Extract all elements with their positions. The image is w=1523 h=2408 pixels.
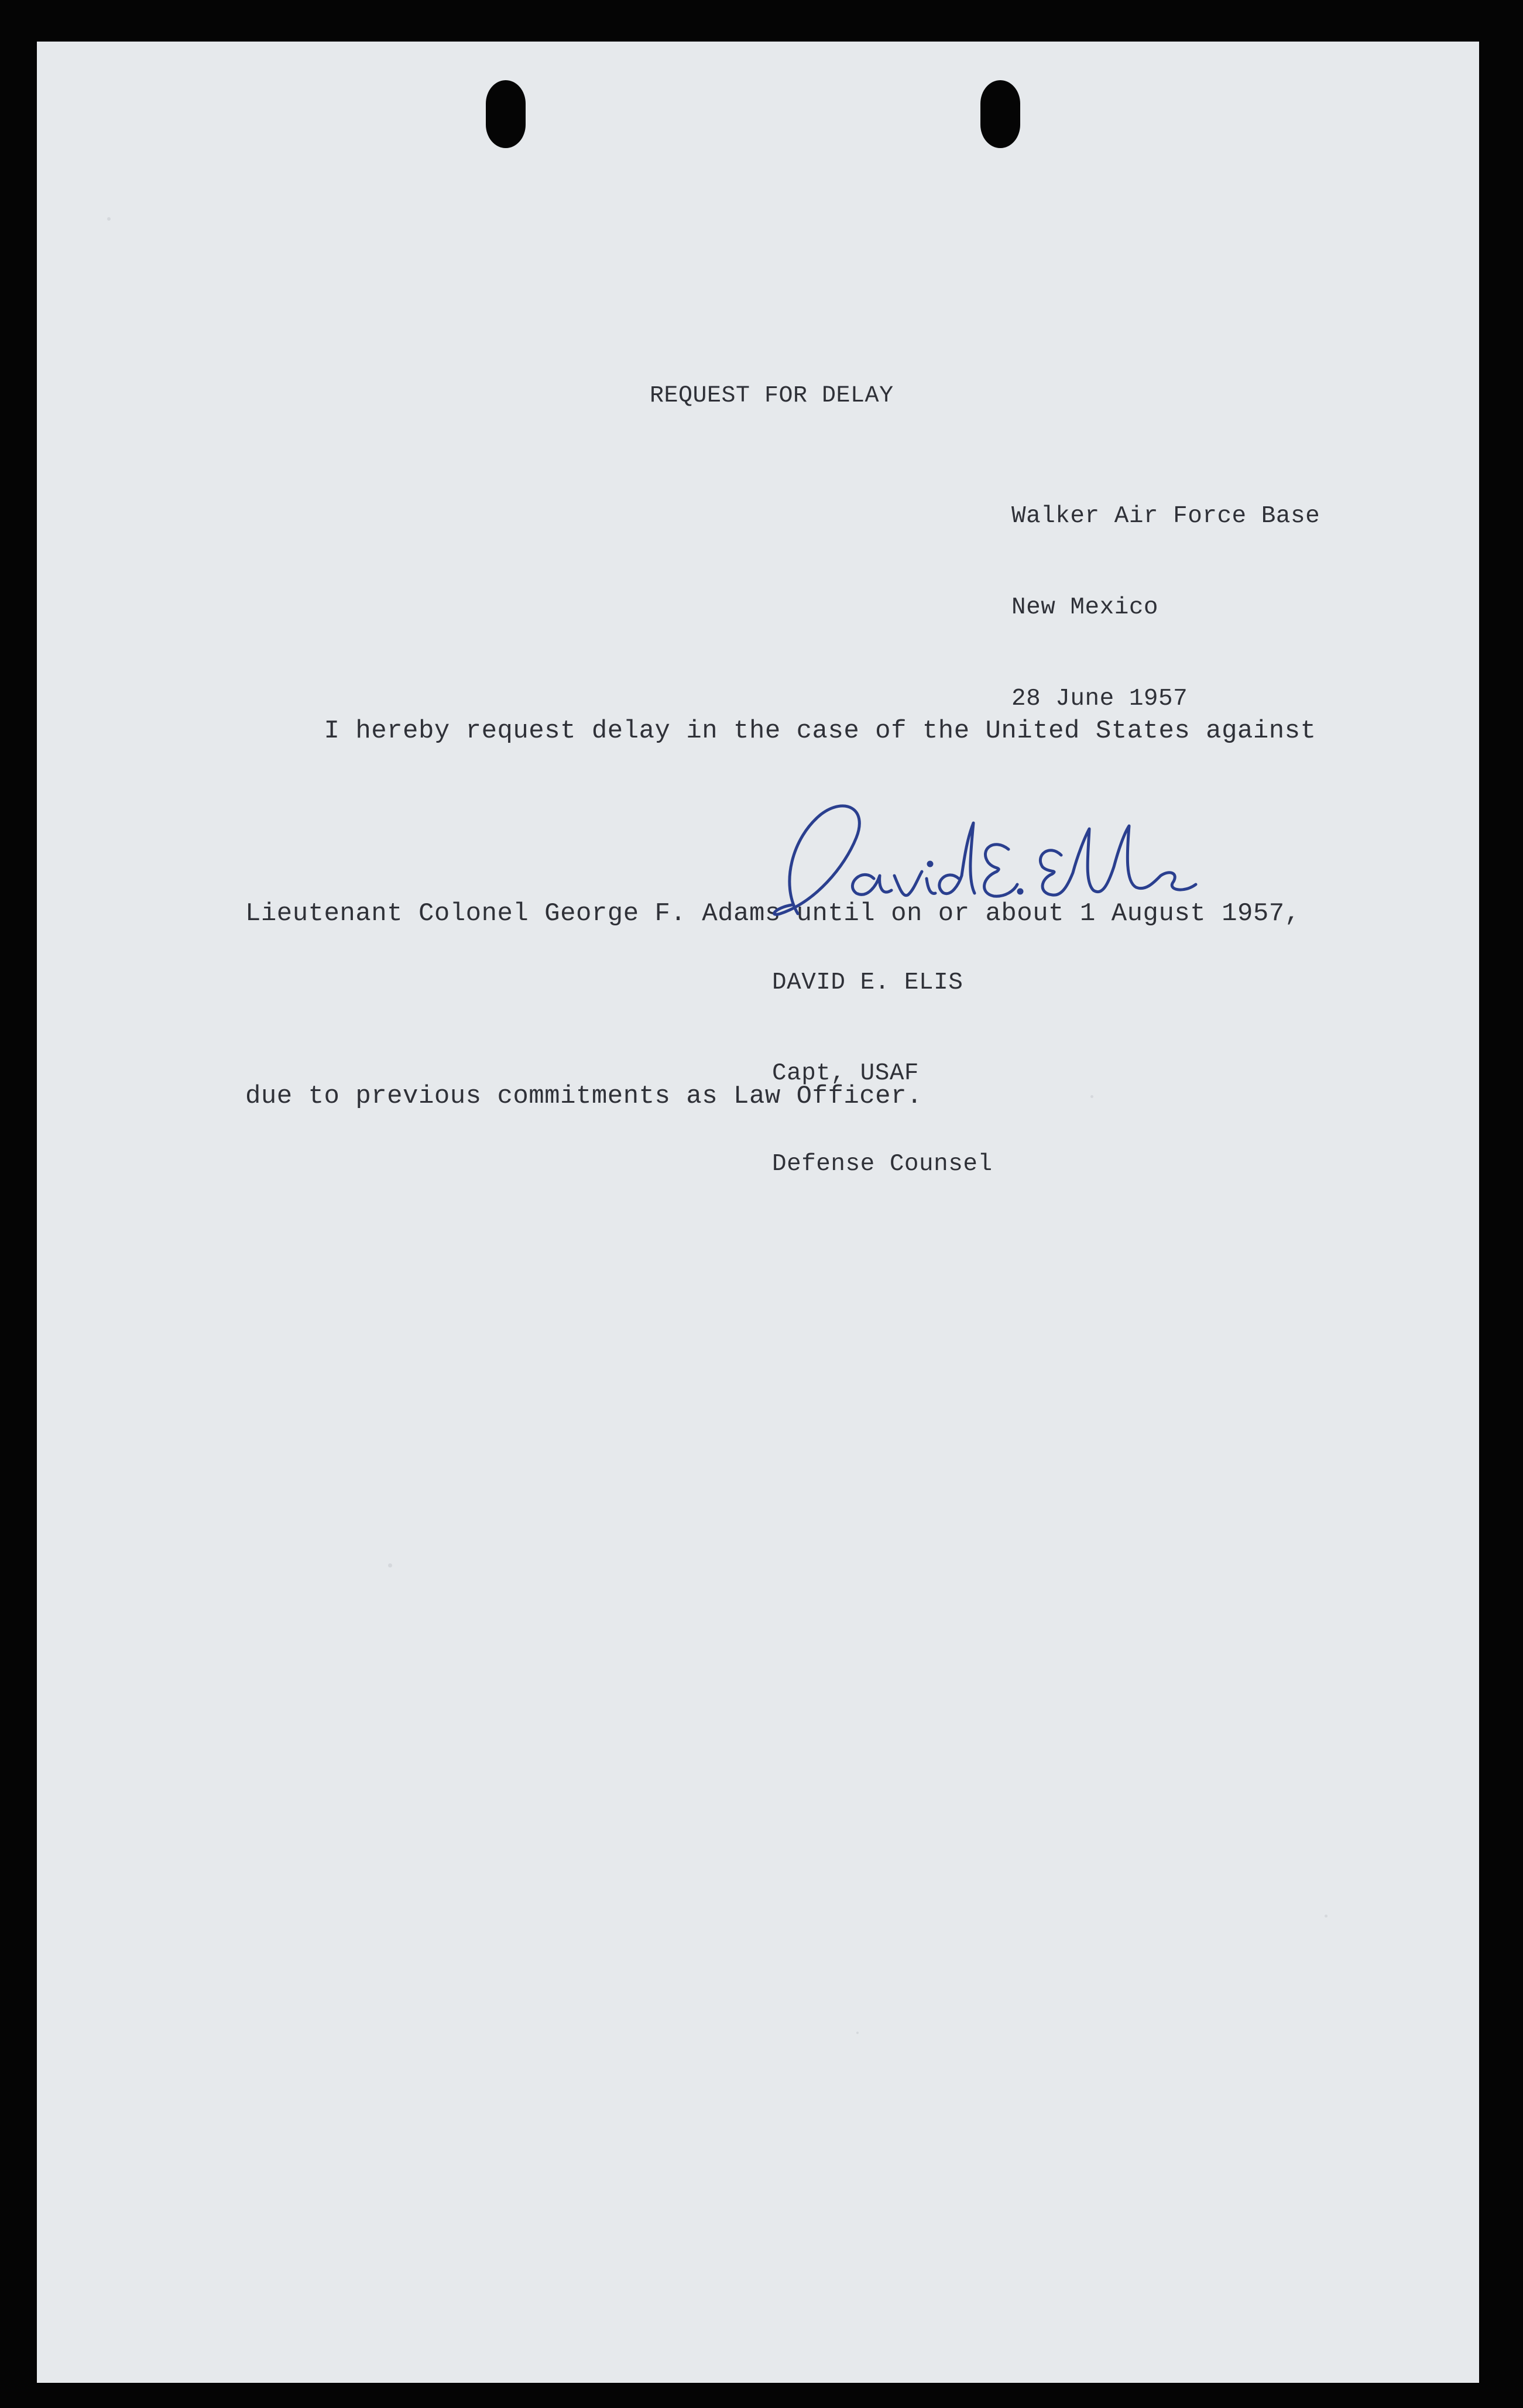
body-line-2: Lieutenant Colonel George F. Adams until on or about 1 August 1957, — [245, 899, 1301, 928]
paper-speck — [856, 2032, 859, 2034]
signer-name: DAVID E. ELIS — [772, 969, 963, 996]
document-title: REQUEST FOR DELAY — [650, 383, 894, 409]
signer-role: Defense Counsel — [772, 1151, 993, 1178]
address-date: 28 June 1957 — [1011, 685, 1188, 712]
signer-rank: Capt, USAF — [772, 1060, 920, 1087]
signature-block — [772, 907, 993, 1240]
body-line-3: due to previous commitments as Law Officer. — [245, 1082, 922, 1111]
address-line-base: Walker Air Force Base — [1011, 503, 1320, 530]
punch-hole-left — [486, 80, 526, 148]
body-line-1: I hereby request delay in the case of the United States against — [245, 716, 1316, 746]
punch-hole-right — [980, 80, 1020, 148]
document-page — [37, 42, 1479, 2383]
address-line-state: New Mexico — [1011, 594, 1159, 621]
paper-speck — [107, 217, 111, 221]
paper-speck — [1325, 1915, 1328, 1918]
paper-speck — [388, 1563, 392, 1567]
